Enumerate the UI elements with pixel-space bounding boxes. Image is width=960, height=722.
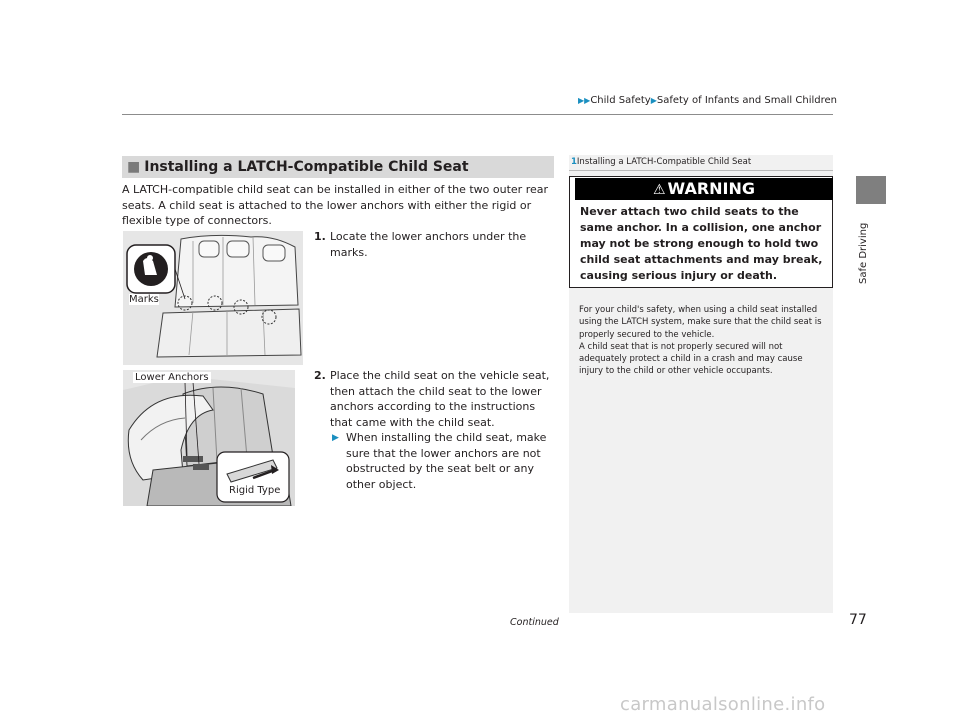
lower-anchors-label: Lower Anchors: [135, 372, 209, 383]
side-note-title: [571, 157, 751, 167]
watermark: carmanualsonline.info: [620, 694, 826, 715]
step-2-subnote-text: When installing the child seat, make sure that the lower anchors are not obstructed by the seat belt or any other object.: [346, 431, 547, 491]
side-note-para-2: A child seat that is not properly secured will not adequately protect a child in a crash and may cause injury to the child or other vehicle occupants.: [579, 341, 803, 377]
side-tab-marker: [856, 176, 886, 204]
step-1: [314, 229, 559, 260]
warning-triangle-icon: ⚠: [652, 182, 666, 198]
note-rule: [569, 170, 833, 171]
warning-header: [575, 178, 833, 200]
step-2: [314, 368, 559, 430]
continued-label: Continued: [510, 617, 559, 628]
section-title: Installing a LATCH-Compatible Child Seat: [144, 159, 469, 175]
step-2-subnote: [328, 430, 558, 492]
breadcrumb: [578, 95, 837, 106]
warning-label: WARNING: [667, 179, 756, 198]
figure-rear-seat-marks: [123, 231, 303, 365]
breadcrumb-child-safety[interactable]: Child Safety: [590, 95, 651, 106]
header-rule: [122, 114, 833, 115]
subnote-arrow-icon: ▶: [332, 433, 339, 443]
note-ref-number: 1: [571, 157, 577, 167]
section-heading: [122, 156, 554, 178]
section-square-icon: ■: [127, 159, 141, 175]
step-1-number: 1.: [314, 230, 326, 243]
page-number: 77: [849, 612, 867, 628]
breadcrumb-arrow-icon: ▶▶: [578, 96, 591, 105]
warning-text: Never attach two child seats to the same anchor. In a collision, one anchor may not be strong enough to hold two child seat attachments and may break, causing serious injury or death.: [580, 205, 823, 282]
rigid-type-label: Rigid Type: [229, 485, 281, 496]
figure-lower-anchors: [123, 370, 295, 506]
step-2-text: Place the child seat on the vehicle seat, then attach the child seat to the lower anchors according to the instructions that came with the child seat.: [330, 369, 550, 429]
section-intro: A LATCH-compatible child seat can be installed in either of the two outer rear seats. A child seat is attached to the lower anchors with either the rigid or flexible type of connectors.: [122, 183, 549, 227]
step-2-number: 2.: [314, 369, 326, 382]
breadcrumb-safety-infants[interactable]: Safety of Infants and Small Children: [656, 95, 837, 106]
side-note-body: [579, 304, 829, 378]
note-title-text: Installing a LATCH-Compatible Child Seat: [576, 157, 752, 167]
step-1-text: Locate the lower anchors under the marks.: [330, 230, 527, 259]
marks-label: Marks: [129, 294, 159, 305]
side-note-para-1: For your child's safety, when using a child seat installed using the LATCH system, make sure that the child seat is properly secured to the vehicle.: [579, 305, 822, 340]
breadcrumb-arrow-icon: ▶: [650, 96, 657, 105]
side-tab-label: Safe Driving: [858, 222, 869, 284]
